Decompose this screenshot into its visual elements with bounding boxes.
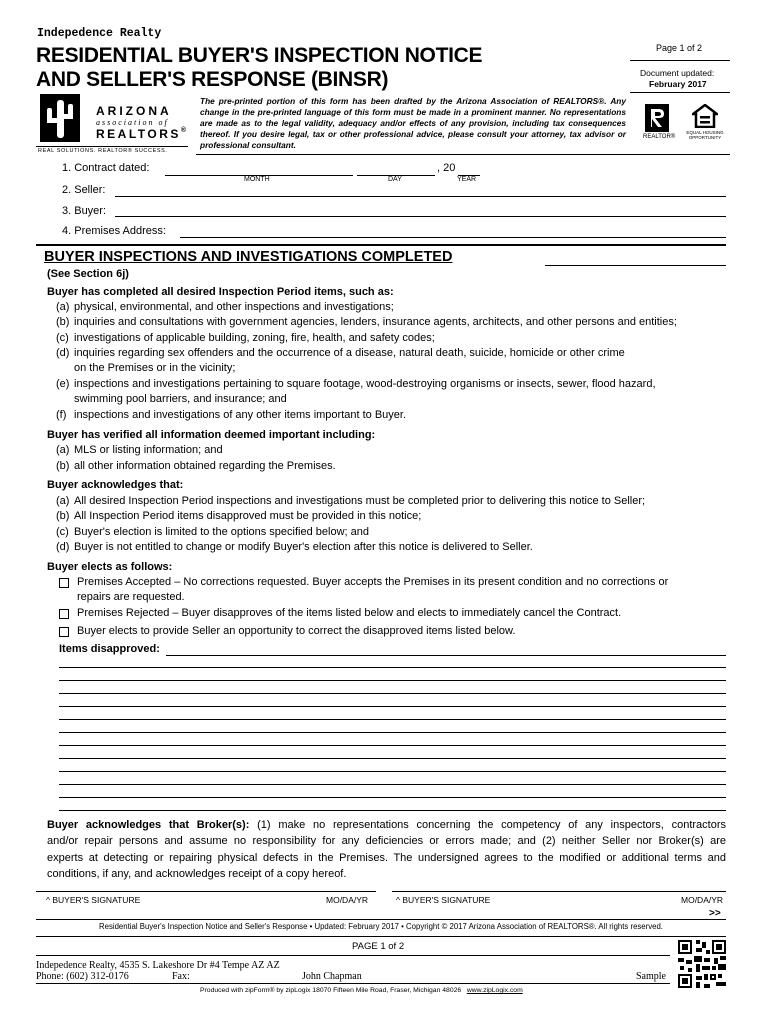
items-disapproved-line[interactable] — [59, 758, 726, 759]
seller-line[interactable] — [115, 196, 726, 197]
contract-dated-label: 1. Contract dated: — [62, 162, 150, 174]
premises-accepted-checkbox[interactable] — [59, 578, 69, 588]
copyright-text: Residential Buyer's Inspection Notice and Seller's Response • Updated: February 2017 • Copyright © 2017 Arizona Association of REALTORS®. All rights reserved. — [99, 922, 663, 931]
acknowledges-heading: Buyer acknowledges that: — [47, 479, 184, 491]
brokerage-phone: Phone: (602) 312-0176 — [36, 971, 129, 982]
logo-association-text: association of — [96, 118, 169, 127]
produced-by-text: Produced with zipForm® by zipLogix 18070 Fifteen Mile Road, Fraser, Michigan 48026 www.zipLogix.com — [200, 987, 523, 994]
items-disapproved-label: Items disapproved: — [59, 643, 160, 655]
disclaimer-text: The pre-printed portion of this form has been drafted by the Arizona Association of REALTORS®. Any change in the pre-printed language of this form must be made in a prominent manner. No representations are made as to the legal validity, adequacy and/or effects of any provision, including tax consequences thereof. If you desire legal, tax or other professional advice, please consult your attorney, tax advisor or professional consultant. — [200, 96, 626, 150]
seller-correct-checkbox[interactable] — [59, 627, 69, 637]
elects-heading: Buyer elects as follows: — [47, 561, 173, 573]
document-updated-label: Document updated: — [640, 68, 715, 78]
buyer-signature-line-2[interactable] — [392, 891, 726, 892]
items-disapproved-line[interactable] — [166, 655, 726, 656]
items-disapproved-line[interactable] — [59, 667, 726, 668]
brokers-paragraph: Buyer acknowledges that Broker(s): (1) make no representations concerning the competency of any inspectors, contractors and/or repair persons and assume no responsibility for any deficiencies or errors made; and (2) neither Seller nor Broker(s) are experts at detecting or repairing physical defects in the Premises. The undersigned agrees to the modified or additional terms and conditions, if any, and acknowledges receipt of a copy hereof. — [47, 819, 726, 880]
seller-correct-text: Buyer elects to provide Seller an opportunity to correct the disapproved items listed below. — [77, 625, 516, 637]
premises-label: 4. Premises Address: — [62, 225, 166, 237]
items-disapproved-line[interactable] — [59, 771, 726, 772]
year-label: YEAR — [457, 176, 477, 183]
company-name: Indepedence Realty — [37, 27, 162, 40]
premises-rejected-text: Premises Rejected – Buyer disapproves of the items listed below and elects to immediately cancel the Contract. — [77, 607, 622, 619]
contract-year-prefix: , 20 — [437, 162, 456, 174]
buyer-signature-line-1[interactable] — [36, 891, 376, 892]
page-indicator: Page 1 of 2 — [656, 43, 703, 53]
arizona-realtors-logo — [36, 94, 190, 156]
items-disapproved-line[interactable] — [59, 797, 726, 798]
next-page-arrow[interactable]: >> — [709, 908, 721, 919]
logo-realtors-text: REALTORS® — [96, 127, 189, 141]
equal-housing-icon — [692, 104, 718, 128]
items-disapproved-line[interactable] — [59, 719, 726, 720]
ziplogix-link[interactable]: www.zipLogix.com — [466, 987, 523, 994]
cactus-logo-icon — [40, 94, 80, 142]
premises-accepted-text-cont: repairs are requested. — [77, 591, 185, 603]
items-disapproved-line[interactable] — [59, 706, 726, 707]
qr-code-icon — [678, 940, 726, 988]
items-disapproved-line[interactable] — [59, 693, 726, 694]
signature-date-label-1: MO/DA/YR — [326, 895, 369, 905]
logo-tagline: REAL SOLUTIONS. REALTOR® SUCCESS. — [38, 148, 168, 154]
items-disapproved-line[interactable] — [59, 732, 726, 733]
items-disapproved-line[interactable] — [59, 680, 726, 681]
equal-housing-label: EQUAL HOUSING OPPORTUNITY — [686, 130, 724, 140]
transaction-name: Sample — [636, 971, 666, 982]
items-disapproved-line[interactable] — [59, 784, 726, 785]
form-title-line1: RESIDENTIAL BUYER'S INSPECTION NOTICE — [36, 44, 483, 67]
form-title-line2: AND SELLER'S RESPONSE (BINSR) — [36, 68, 389, 91]
brokerage-fax: Fax: — [172, 971, 190, 982]
signature-date-label-2: MO/DA/YR — [681, 895, 724, 905]
buyer-signature-label-2: ^ BUYER'S SIGNATURE — [396, 895, 491, 905]
day-label: DAY — [388, 176, 402, 183]
equal-housing-badge — [680, 104, 730, 144]
document-updated-date: February 2017 — [649, 79, 707, 89]
premises-line[interactable] — [180, 237, 726, 238]
premises-rejected-checkbox[interactable] — [59, 609, 69, 619]
realtor-badge — [643, 104, 676, 144]
items-disapproved-line[interactable] — [59, 745, 726, 746]
realtor-badge-label: REALTOR® — [643, 134, 676, 140]
buyer-signature-label-1: ^ BUYER'S SIGNATURE — [46, 895, 141, 905]
buyer-line[interactable] — [115, 216, 726, 217]
verified-heading: Buyer has verified all information deemed important including: — [47, 429, 376, 441]
qr-code — [678, 940, 726, 988]
items-disapproved-line[interactable] — [59, 810, 726, 811]
footer-page-indicator: PAGE 1 of 2 — [352, 941, 405, 952]
brokerage-address: Indepedence Realty, 4535 S. Lakeshore Dr #4 Tempe AZ AZ — [36, 960, 280, 971]
agent-name: John Chapman — [302, 971, 362, 982]
section-reference: (See Section 6j) — [47, 268, 129, 280]
month-label: MONTH — [244, 176, 270, 183]
premises-accepted-text: Premises Accepted – No corrections requested. Buyer accepts the Premises in its present condition and no corrections or — [77, 576, 669, 588]
completed-heading: Buyer has completed all desired Inspection Period items, such as: — [47, 286, 394, 298]
buyer-label: 3. Buyer: — [62, 205, 107, 217]
logo-arizona-text: ARIZONA — [96, 104, 172, 118]
seller-label: 2. Seller: — [62, 184, 106, 196]
realtor-r-icon — [645, 104, 669, 132]
section-heading: BUYER INSPECTIONS AND INVESTIGATIONS COMPLETED — [44, 249, 453, 265]
